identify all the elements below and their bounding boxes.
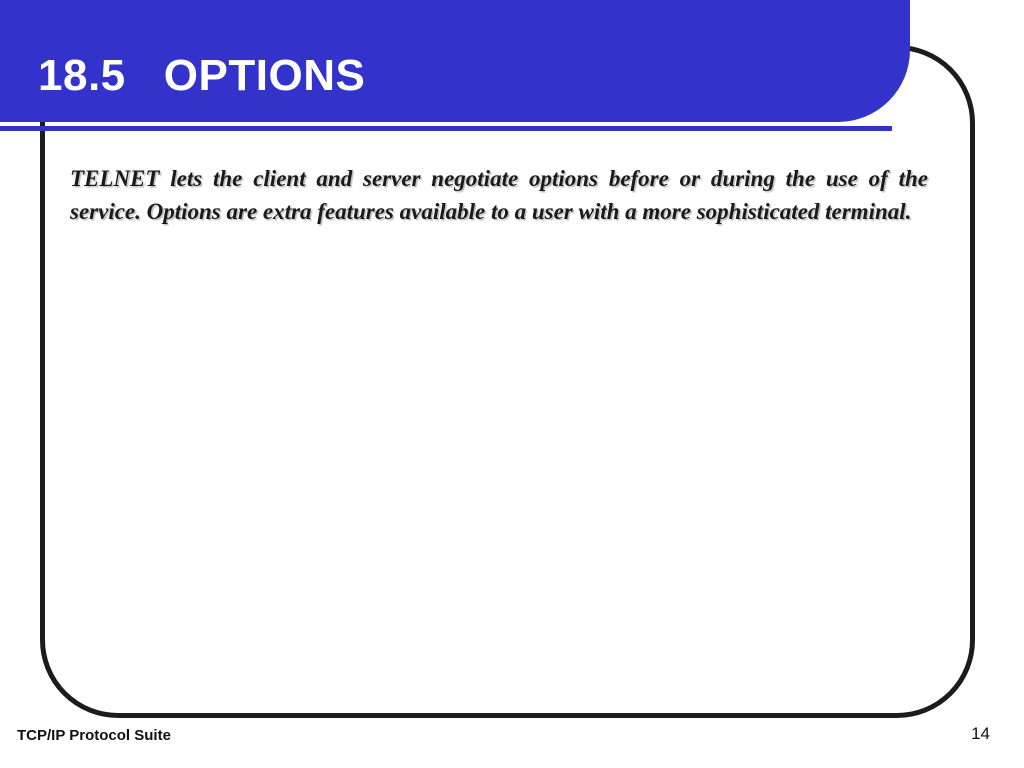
footer-source: TCP/IP Protocol Suite <box>17 727 171 744</box>
body-text: TELNET lets the client and server negotiate options before or during the use of the service. Options are extra features available to a user with a more sophisticated terminal. <box>70 166 928 224</box>
content-frame <box>40 45 975 718</box>
title-underline <box>0 126 892 131</box>
slide-title: 18.5 OPTIONS <box>38 51 366 100</box>
page-number: 14 <box>971 724 990 743</box>
